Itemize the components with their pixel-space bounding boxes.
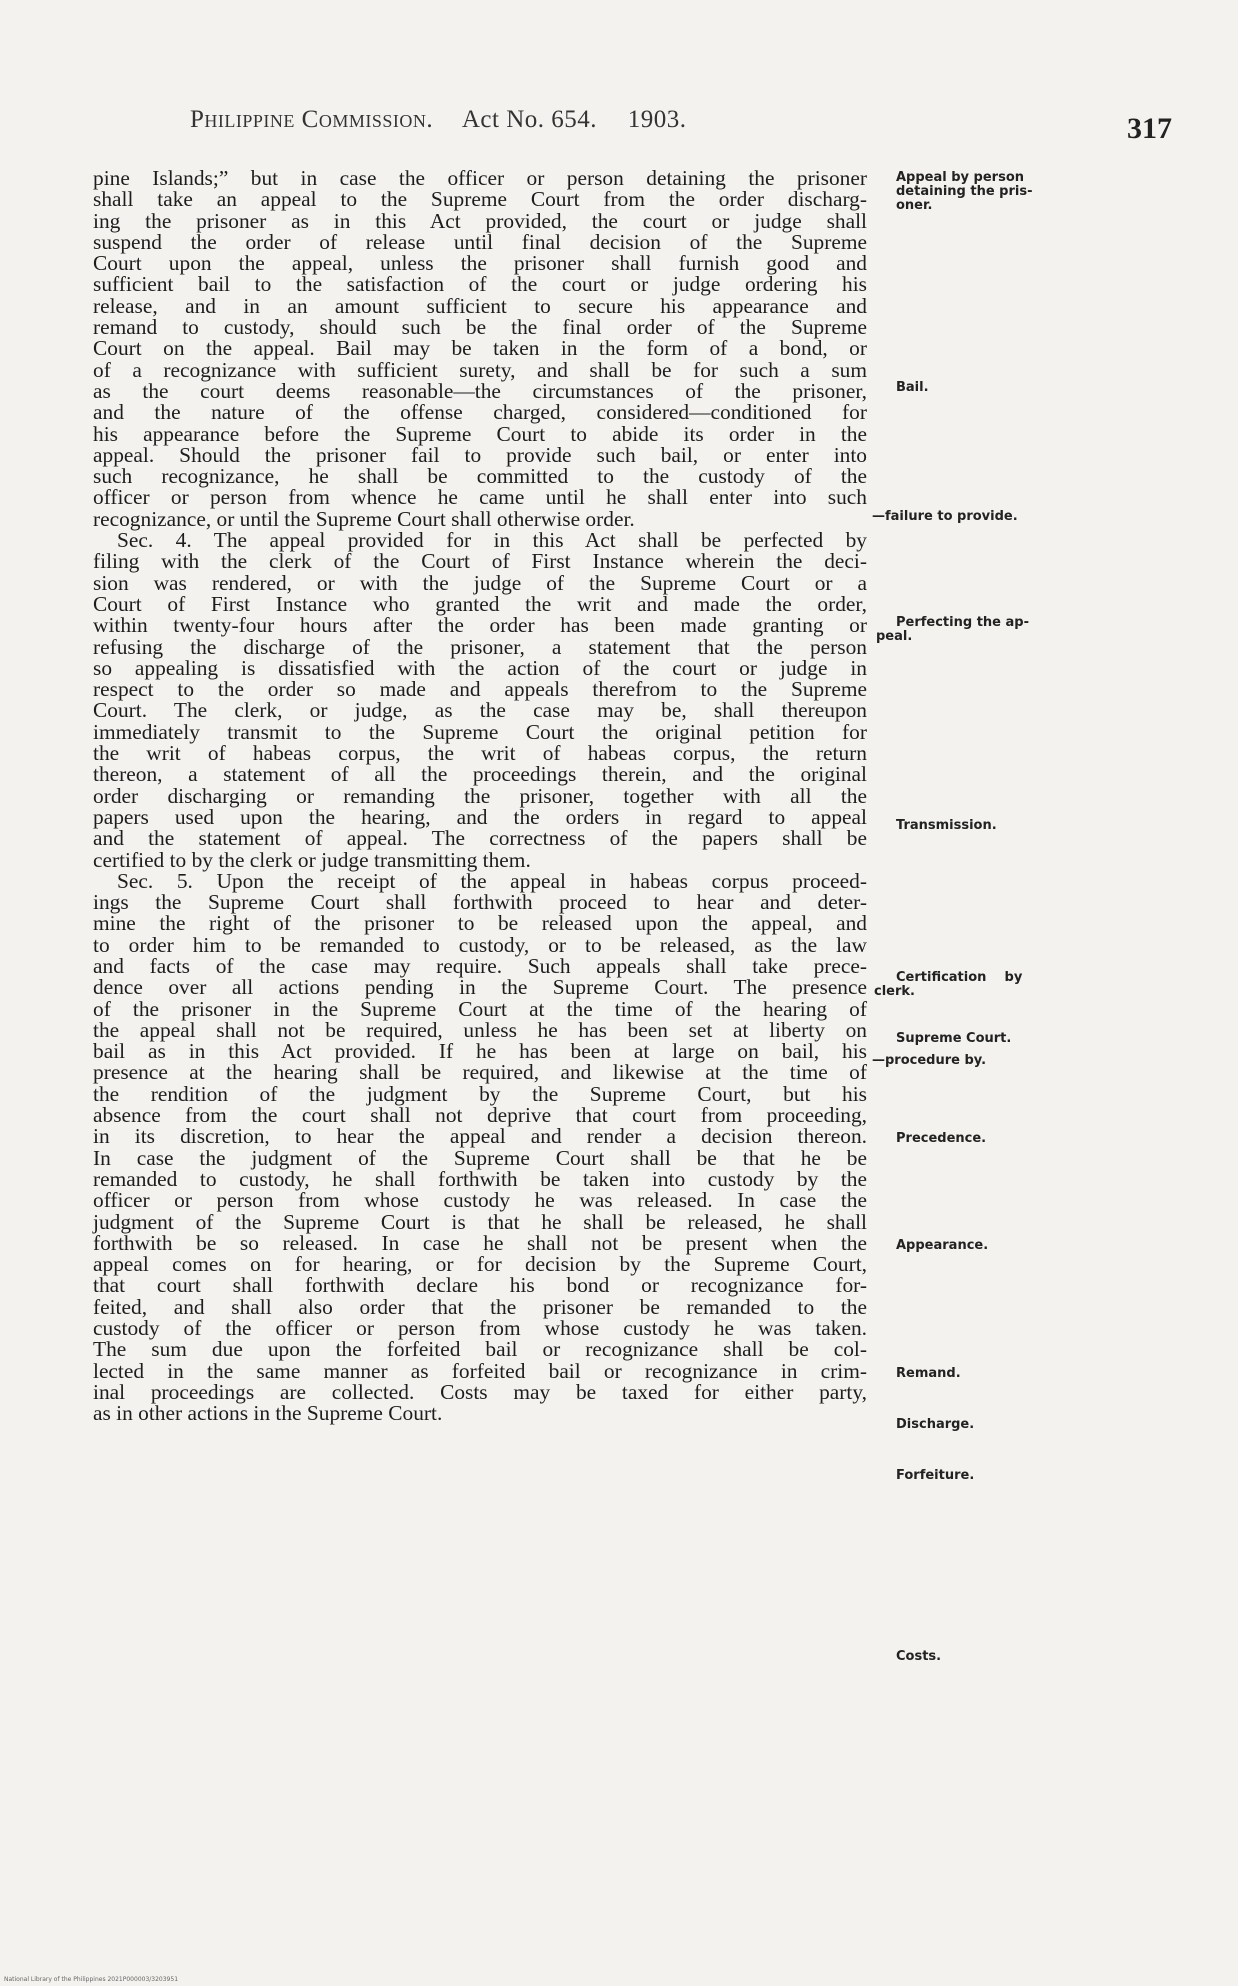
margin-note-line: Perfecting the ap- bbox=[896, 615, 1029, 630]
text-line: forthwith be so released. In case he shall not be present when the bbox=[93, 1230, 867, 1255]
page-number: 317 bbox=[1127, 112, 1172, 145]
text-line: Court of First Instance who granted the writ and made the order, bbox=[93, 591, 867, 616]
text-line: Court. The clerk, or judge, as the case may be, shall thereupon bbox=[93, 698, 867, 723]
margin-note-bail: Bail. bbox=[896, 380, 929, 395]
text-line: in its discretion, to hear the appeal and render a decision thereon. bbox=[93, 1124, 867, 1149]
margin-note-procedure: —procedure by. bbox=[872, 1053, 987, 1068]
margin-note-perfecting bbox=[876, 615, 1029, 644]
text-line: immediately transmit to the Supreme Court the original petition for bbox=[93, 719, 867, 744]
text-line: pine Islands;” but in case the officer or person detaining the prisoner bbox=[93, 166, 867, 190]
header-commission: Philippine Commission. bbox=[190, 106, 434, 133]
margin-note-certification bbox=[874, 970, 1023, 999]
text-line: refusing the discharge of the prisoner, a statement that the person bbox=[93, 634, 867, 659]
margin-note-line: detaining the pris- bbox=[896, 184, 1033, 199]
text-line: to order him to be remanded to custody, or to be released, as the law bbox=[93, 932, 867, 957]
text-line: shall take an appeal to the Supreme Court from the order discharg- bbox=[93, 187, 867, 212]
text-line: order discharging or remanding the prisoner, together with all the bbox=[93, 783, 867, 808]
margin-note-precedence: Precedence. bbox=[896, 1131, 987, 1146]
text-line: the rendition of the judgment by the Supreme Court, but his bbox=[93, 1081, 867, 1106]
text-line: papers used upon the hearing, and the orders in regard to appeal bbox=[93, 804, 867, 829]
margin-note-discharge: Discharge. bbox=[896, 1417, 975, 1432]
footer-credit: National Library of the Philippines 2021P000003/3203951 bbox=[4, 1976, 179, 1983]
text-line: Sec. 5. Upon the receipt of the appeal in habeas corpus proceed- bbox=[117, 868, 867, 893]
text-line: officer or person from whose custody he was released. In case the bbox=[93, 1188, 867, 1213]
margin-note-supreme-court: Supreme Court. bbox=[896, 1031, 1012, 1046]
margin-note-costs: Costs. bbox=[896, 1649, 942, 1664]
header-act: Act No. 654. bbox=[461, 106, 597, 133]
text-line: such recognizance, he shall be committed to the custody of the bbox=[93, 464, 867, 489]
text-line: sufficient bail to the satisfaction of the court or judge ordering his bbox=[93, 272, 867, 297]
text-line: suspend the order of release until final decision of the Supreme bbox=[93, 229, 867, 254]
text-line: ings the Supreme Court shall forthwith proceed to hear and deter- bbox=[93, 890, 867, 915]
running-header bbox=[190, 106, 810, 134]
text-line: Court upon the appeal, unless the prisoner shall furnish good and bbox=[93, 251, 867, 276]
text-line: appeal. Should the prisoner fail to provide such bail, or enter into bbox=[93, 442, 867, 467]
text-line: ing the prisoner as in this Act provided, the court or judge shall bbox=[93, 208, 867, 233]
text-line: judgment of the Supreme Court is that he shall be released, he shall bbox=[93, 1209, 867, 1234]
text-line: and facts of the case may require. Such appeals shall take prece- bbox=[93, 953, 867, 978]
margin-note-line: oner. bbox=[896, 198, 933, 213]
text-line: absence from the court shall not deprive that court from proceeding, bbox=[93, 1103, 867, 1128]
text-line: and the nature of the offense charged, considered—conditioned for bbox=[93, 400, 867, 425]
text-line: recognizance, or until the Supreme Court shall otherwise order. bbox=[93, 506, 635, 531]
header-year: 1903. bbox=[627, 106, 687, 133]
text-line: and the statement of appeal. The correctness of the papers shall be bbox=[93, 826, 867, 851]
margin-note-line: peal. bbox=[876, 629, 913, 644]
text-line: so appealing is dissatisfied with the action of the court or judge in bbox=[93, 655, 867, 680]
text-line: bail as in this Act provided. If he has been at large on bail, his bbox=[93, 1039, 867, 1064]
text-line: remanded to custody, he shall forthwith be taken into custody by the bbox=[93, 1166, 867, 1191]
text-line: lected in the same manner as forfeited bail or recognizance in crim- bbox=[93, 1358, 867, 1383]
text-line: the appeal shall not be required, unless he has been set at liberty on bbox=[93, 1017, 867, 1042]
text-line: sion was rendered, or with the judge of the Supreme Court or a bbox=[93, 570, 867, 595]
text-line: certified to by the clerk or judge transmitting them. bbox=[93, 847, 531, 872]
margin-note-line: Appeal by person bbox=[896, 170, 1025, 185]
text-line: mine the right of the prisoner to be released upon the appeal, and bbox=[93, 911, 867, 936]
body-text bbox=[93, 168, 867, 1425]
text-line: respect to the order so made and appeals therefrom to the Supreme bbox=[93, 677, 867, 702]
text-line: as the court deems reasonable—the circumstances of the prisoner, bbox=[93, 378, 867, 403]
text-line: of the prisoner in the Supreme Court at the time of the hearing of bbox=[93, 996, 867, 1021]
margin-note-line: clerk. bbox=[874, 984, 915, 999]
text-line: custody of the officer or person from whose custody he was taken. bbox=[93, 1316, 867, 1341]
text-line: his appearance before the Supreme Court to abide its order in the bbox=[93, 421, 867, 446]
text-line: thereon, a statement of all the proceedings therein, and the original bbox=[93, 762, 867, 787]
text-line: remand to custody, should such be the final order of the Supreme bbox=[93, 315, 867, 340]
margin-note-failure: —failure to provide. bbox=[872, 509, 1018, 524]
margin-note-appeal-by-person bbox=[896, 171, 1032, 213]
margin-note-remand: Remand. bbox=[896, 1366, 961, 1381]
text-line: within twenty-four hours after the order has been made granting or bbox=[93, 613, 867, 638]
text-line: Sec. 4. The appeal provided for in this Act shall be perfected by bbox=[117, 528, 867, 553]
text-line: appeal comes on for hearing, or for decision by the Supreme Court, bbox=[93, 1252, 867, 1277]
text-line: Court on the appeal. Bail may be taken in the form of a bond, or bbox=[93, 336, 867, 361]
text-line: of a recognizance with sufficient surety, and shall be for such a sum bbox=[93, 357, 867, 382]
text-line: presence at the hearing shall be required, and likewise at the time of bbox=[93, 1060, 867, 1085]
text-line: as in other actions in the Supreme Court. bbox=[93, 1401, 443, 1426]
text-line: officer or person from whence he came until he shall enter into such bbox=[93, 485, 867, 510]
text-line: The sum due upon the forfeited bail or recognizance shall be col- bbox=[93, 1337, 867, 1362]
text-line: feited, and shall also order that the prisoner be remanded to the bbox=[93, 1294, 867, 1319]
margin-note-transmission: Transmission. bbox=[896, 818, 997, 833]
margin-note-line: Certification by bbox=[896, 970, 1023, 985]
margin-note-forfeiture: Forfeiture. bbox=[896, 1468, 975, 1483]
text-line: release, and in an amount sufficient to secure his appearance and bbox=[93, 293, 867, 318]
text-line: that court shall forthwith declare his bond or recognizance for- bbox=[93, 1273, 867, 1298]
margin-note-appearance: Appearance. bbox=[896, 1238, 989, 1253]
text-line: In case the judgment of the Supreme Court shall be that he be bbox=[93, 1145, 867, 1170]
text-line: the writ of habeas corpus, the writ of habeas corpus, the return bbox=[93, 741, 867, 766]
text-line: inal proceedings are collected. Costs may be taxed for either party, bbox=[93, 1379, 867, 1404]
text-line: filing with the clerk of the Court of First Instance wherein the deci- bbox=[93, 549, 867, 574]
text-line: dence over all actions pending in the Supreme Court. The presence bbox=[93, 975, 867, 1000]
